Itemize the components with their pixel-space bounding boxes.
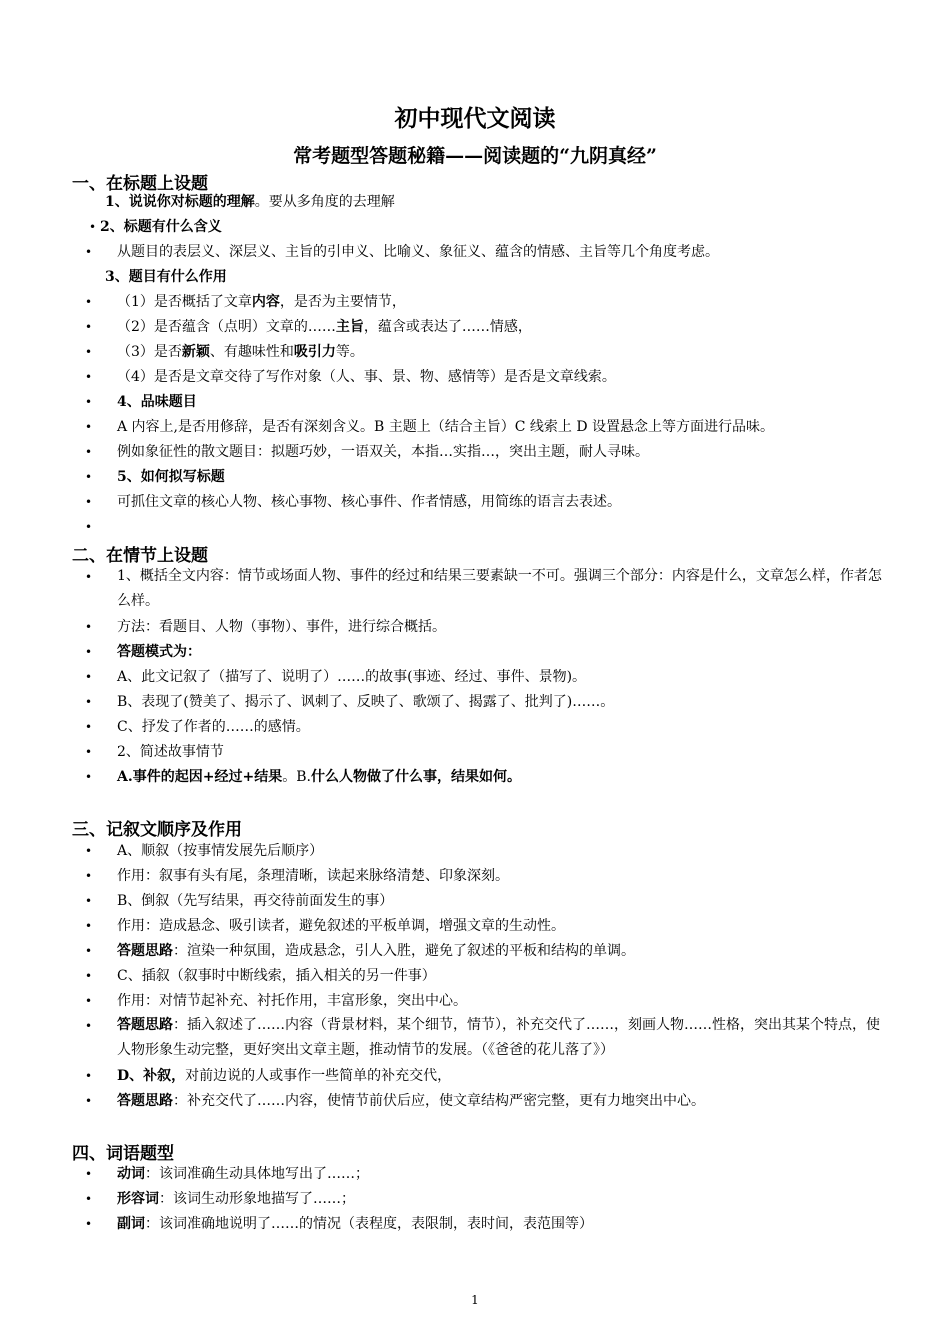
bullet: • xyxy=(85,370,93,384)
bullet: • xyxy=(85,745,93,759)
list-item: 可抓住文章的核心人物、核心事物、核心事件、作者情感，用简练的语言去表述。 xyxy=(117,494,621,510)
bullet: • xyxy=(85,295,93,309)
bullet: • xyxy=(85,620,93,634)
bullet: • xyxy=(85,994,93,1008)
bullet: • xyxy=(85,445,93,459)
item-title-savor: 4、品味题目 xyxy=(117,394,197,410)
bullet: • xyxy=(85,395,93,409)
list-item: A、此文记叙了（描写了、说明了）……的故事(事迹、经过、事件、景物)。 xyxy=(117,669,587,685)
bullet: • xyxy=(85,1167,93,1181)
list-item: B、倒叙（先写结果，再交待前面发生的事） xyxy=(117,893,394,909)
bullet: • xyxy=(85,695,93,709)
document-subtitle: 常考题型答题秘籍——阅读题的“九阴真经” xyxy=(293,145,657,167)
bullet: • xyxy=(85,1094,93,1108)
section-heading-3: 三、记叙文顺序及作用 xyxy=(72,820,242,840)
bullet: • xyxy=(85,1217,93,1231)
list-item: B、表现了(赞美了、揭示了、讽刺了、反映了、歌颂了、揭露了、批判了)……。 xyxy=(117,694,615,710)
list-item: 动词：该词准确生动具体地写出了……； xyxy=(117,1166,369,1182)
section-heading-4: 四、词语题型 xyxy=(72,1144,174,1164)
section-heading-1: 一、在标题上设题 xyxy=(72,174,208,194)
bullet: • xyxy=(85,1192,93,1206)
bullet: • xyxy=(85,894,93,908)
list-item: 例如象征性的散文题目：拟题巧妙，一语双关，本指…实指…，突出主题，耐人寻味。 xyxy=(117,444,649,460)
list-item: 副词：该词准确地说明了……的情况（表程度，表限制，表时间，表范围等） xyxy=(117,1216,593,1232)
list-item: （3）是否新颖、有趣味性和吸引力等。 xyxy=(117,344,364,360)
list-item: 1、概括全文内容：情节或场面人物、事件的经过和结果三要素缺一不可。强调三个部分：内容是什么，文章怎么样，作者怎么样。 xyxy=(117,568,882,609)
bullet: • xyxy=(85,495,93,509)
item-title-understanding: 1、说说你对标题的理解。要从多角度的去理解 xyxy=(105,194,395,210)
list-item: A、顺叙（按事情发展先后顺序） xyxy=(117,843,324,859)
list-item: 作用：造成悬念、吸引读者，避免叙述的平板单调，增强文章的生动性。 xyxy=(117,918,565,934)
bullet: • xyxy=(85,320,93,334)
list-item: 方法：看题目、人物（事物）、事件，进行综合概括。 xyxy=(117,619,446,635)
section-heading-2: 二、在情节上设题 xyxy=(72,546,208,566)
list-item: C、插叙（叙事时中断线索，插入相关的另一件事） xyxy=(117,968,436,984)
list-item: 答题思路：插入叙述了……内容（背景材料，某个细节，情节），补充交代了……，刻画人物……性格，突出其某个特点，使人物形象生动完整，更好突出文章主题，推动情节的发展。（《爸爸的花儿落了》） xyxy=(117,1017,880,1058)
list-item: D、补叙，对前边说的人或事作一些简单的补充交代， xyxy=(117,1068,452,1084)
list-item: 从题目的表层义、深层义、主旨的引申义、比喻义、象征义、蕴含的情感、主旨等几个角度考虑。 xyxy=(117,244,719,260)
bullet: • xyxy=(85,420,93,434)
list-item: （1）是否概括了文章内容，是否为主要情节， xyxy=(117,294,406,310)
bullet: • xyxy=(85,720,93,734)
bullet: • xyxy=(85,345,93,359)
bullet: • xyxy=(85,1019,93,1033)
list-item: （2）是否蕴含（点明）文章的……主旨，蕴含或表达了……情感， xyxy=(117,319,532,335)
list-item: 答题思路：补充交代了……内容，使情节前伏后应，使文章结构严密完整，更有力地突出中心。 xyxy=(117,1093,705,1109)
item-title-meaning: 2、标题有什么含义 xyxy=(100,219,222,235)
bullet: • xyxy=(85,470,93,484)
bullet: • xyxy=(85,770,93,784)
list-item: （4）是否是文章交待了写作对象（人、事、景、物、感情等）是否是文章线索。 xyxy=(117,369,616,385)
bullet: • xyxy=(85,670,93,684)
bullet: • xyxy=(85,919,93,933)
bullet: • xyxy=(85,869,93,883)
page-number: 1 xyxy=(471,1293,479,1307)
document-title: 初中现代文阅读 xyxy=(394,105,556,132)
list-item: 形容词：该词生动形象地描写了……； xyxy=(117,1191,355,1207)
list-item: 作用：对情节起补充、衬托作用，丰富形象，突出中心。 xyxy=(117,993,467,1009)
list-item: A 内容上,是否用修辞，是否有深刻含义。B 主题上（结合主旨）C 线索上 D 设置悬念上等方面进行品味。 xyxy=(117,419,775,435)
bullet: • xyxy=(85,969,93,983)
item-title-draft: 5、如何拟写标题 xyxy=(117,469,225,485)
list-item: 作用：叙事有头有尾，条理清晰，读起来脉络清楚、印象深刻。 xyxy=(117,868,509,884)
list-item: A.事件的起因+经过+结果。B.什么人物做了什么事，结果如何。 xyxy=(117,769,521,785)
bullet: • xyxy=(85,944,93,958)
list-item: 答题模式为： xyxy=(117,644,201,660)
list-item: C、抒发了作者的……的感情。 xyxy=(117,719,310,735)
bullet: • xyxy=(85,570,93,584)
bullet: • xyxy=(85,1069,93,1083)
bullet: • xyxy=(85,844,93,858)
item-title-function: 3、题目有什么作用 xyxy=(105,269,227,285)
list-item: 2、简述故事情节 xyxy=(117,744,224,760)
bullet: • xyxy=(89,220,97,234)
list-item: 答题思路：渲染一种氛围，造成悬念，引人入胜，避免了叙述的平板和结构的单调。 xyxy=(117,943,635,959)
bullet: • xyxy=(85,245,93,259)
bullet: • xyxy=(85,520,93,534)
bullet: • xyxy=(85,645,93,659)
